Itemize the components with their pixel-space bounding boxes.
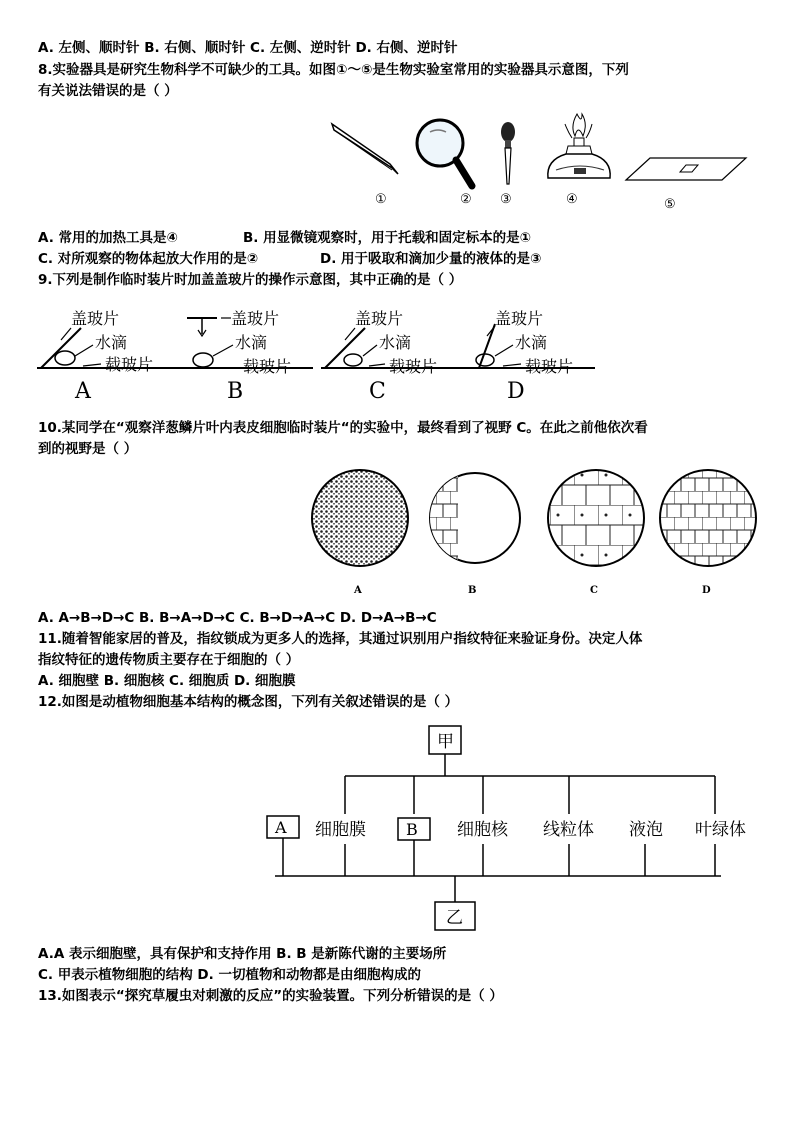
q12-node-nucleus: 细胞核: [457, 820, 508, 840]
q8-label-3: ③: [500, 192, 512, 207]
q9-letter-d: D: [507, 379, 525, 404]
q11-stem-line1: 11.随着智能家居的普及，指纹锁成为更多人的选择，其通过识别用户指纹特征来验证身份。决定人体: [38, 631, 643, 647]
q8-label-5: ⑤: [664, 197, 676, 212]
q7-options: A. 左侧、顺时针 B. 右侧、顺时针 C. 左侧、逆时针 D. 右侧、逆时针: [38, 40, 458, 56]
q8-option-c: C. 对所观察的物体起放大作用的是②: [38, 251, 259, 267]
q9-diagram-d: [457, 309, 595, 404]
alcohol-lamp-icon: [548, 114, 610, 178]
q12-concept-map: [255, 718, 775, 938]
q8-option-d: D. 用于吸取和滴加少量的液体的是③: [320, 251, 542, 267]
view-a-label: A: [354, 585, 362, 596]
q8-stem-line1: 8.实验器具是研究生物科学不可缺少的工具。如图①～⑤是生物实验室常用的实验器具示意图，下列: [38, 62, 629, 78]
q11-options: A. 细胞壁 B. 细胞核 C. 细胞质 D. 细胞膜: [38, 673, 296, 689]
q12-stem: 12.如图是动植物细胞基本结构的概念图，下列有关叙述错误的是（ ）: [38, 694, 459, 710]
view-b-label: B: [468, 585, 477, 596]
q9-diagram-b: [175, 309, 313, 404]
q10-stem-line2: 到的视野是（ ）: [38, 441, 138, 457]
q9-stem: 9.下列是制作临时装片时加盖盖玻片的操作示意图，其中正确的是（ ）: [38, 272, 463, 288]
view-b: [428, 465, 520, 596]
q8-label-2: ②: [460, 192, 472, 207]
q9-a-cover-label: 盖玻片: [71, 309, 120, 328]
q9-d-slide-label: 载玻片: [525, 357, 574, 376]
q10-options: A. A→B→D→C B. B→A→D→C C. B→D→A→C D. D→A→B→C: [38, 610, 437, 626]
q9-c-cover-label: 盖玻片: [355, 309, 404, 328]
q12-node-yi: 乙: [446, 908, 463, 928]
q12-node-jia: 甲: [437, 732, 454, 752]
q12-options-line2: C. 甲表示植物细胞的结构 D. 一切植物和动物都是由细胞构成的: [38, 967, 421, 983]
q9-letter-b: B: [227, 379, 244, 404]
q12-node-membrane: 细胞膜: [315, 820, 366, 840]
magnifier-icon: [417, 120, 472, 186]
tweezers-icon: [332, 124, 398, 174]
view-c-label: C: [590, 585, 598, 596]
q10-stem-line1: 10.某同学在“观察洋葱鳞片叶内表皮细胞临时装片“的实验中，最终看到了视野 C。在此之前他依次看: [38, 420, 648, 436]
q8-figure: [320, 110, 760, 215]
q9-diagram-a: [37, 309, 175, 404]
view-c: [546, 465, 646, 596]
q10-figure: [310, 465, 760, 605]
view-d: [658, 465, 758, 596]
q8-label-1: ①: [375, 192, 387, 207]
q12-node-vacuole: 液泡: [629, 820, 663, 840]
q9-figure: [35, 300, 595, 405]
view-a: [310, 465, 410, 596]
q9-letter-c: C: [369, 379, 386, 404]
glass-slide-icon: [626, 158, 746, 180]
q9-b-slide-label: 载玻片: [243, 357, 292, 376]
q8-option-b: B. 用显微镜观察时，用于托载和固定标本的是①: [243, 230, 532, 246]
q9-b-cover-label: 盖玻片: [231, 309, 280, 328]
q9-a-water-label: 水滴: [95, 333, 128, 352]
view-d-label: D: [702, 585, 711, 596]
dropper-icon: [501, 122, 515, 184]
q9-diagram-c: [321, 309, 459, 404]
q9-b-water-label: 水滴: [235, 333, 268, 352]
q8-stem-line2: 有关说法错误的是（ ）: [38, 83, 178, 99]
q12-node-a: A: [275, 818, 287, 837]
q13-stem: 13.如图表示“探究草履虫对刺激的反应”的实验装置。下列分析错误的是（ ）: [38, 988, 503, 1004]
q12-node-mitochondria: 线粒体: [543, 820, 594, 840]
q11-stem-line2: 指纹特征的遗传物质主要存在于细胞的（ ）: [38, 652, 300, 668]
q9-c-water-label: 水滴: [379, 333, 412, 352]
q9-d-water-label: 水滴: [515, 333, 548, 352]
q9-d-cover-label: 盖玻片: [495, 309, 544, 328]
q8-option-a: A. 常用的加热工具是④: [38, 230, 178, 246]
q9-a-slide-label: 载玻片: [105, 355, 154, 374]
q9-c-slide-label: 载玻片: [389, 357, 438, 376]
q12-options-line1: A.A 表示细胞壁，具有保护和支持作用 B. B 是新陈代谢的主要场所: [38, 946, 447, 962]
q12-node-b: B: [406, 820, 418, 839]
q9-letter-a: A: [75, 379, 91, 404]
q12-node-chloroplast: 叶绿体: [695, 820, 746, 840]
q8-label-4: ④: [566, 192, 578, 207]
